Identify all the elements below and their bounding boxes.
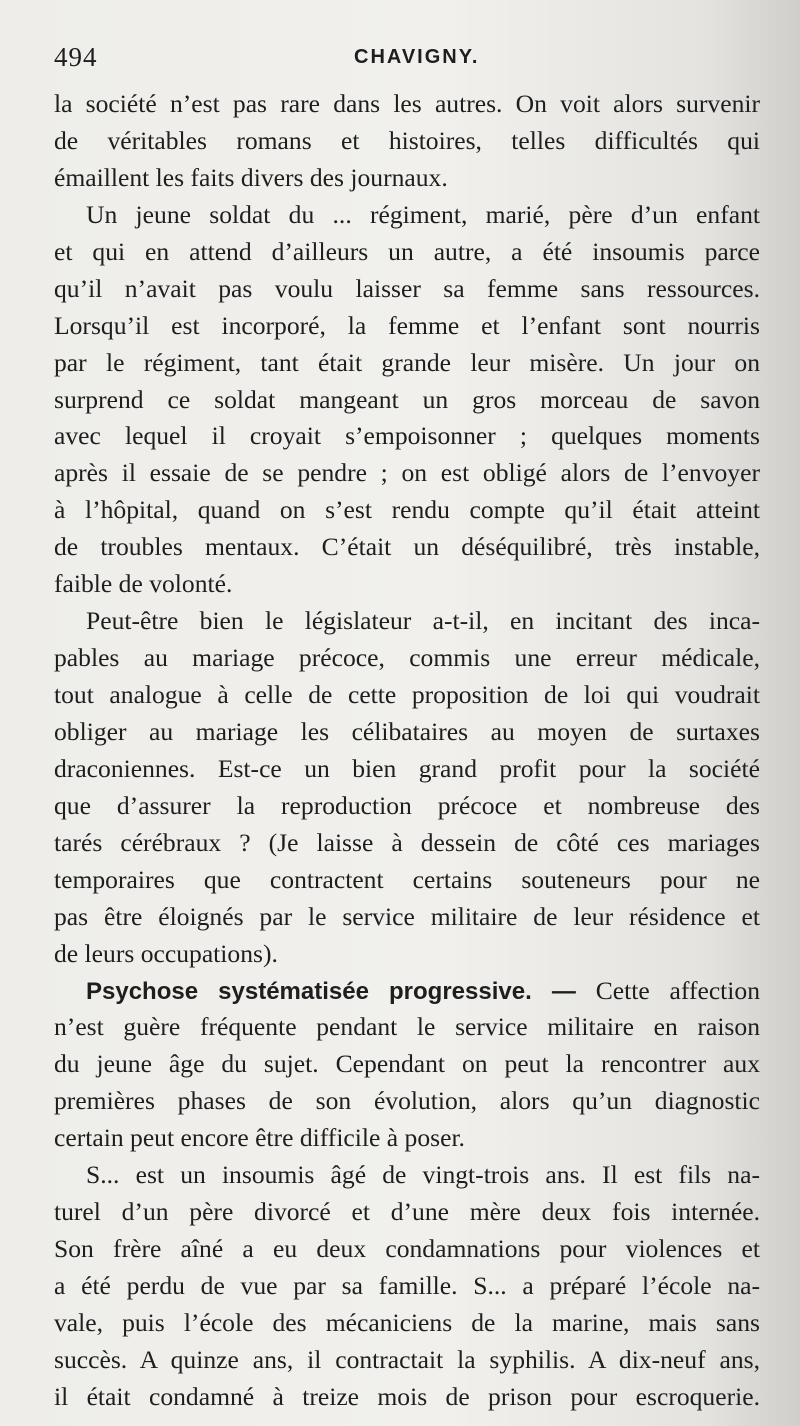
section-heading: Psychose systématisée progressive. —: [86, 977, 576, 1005]
page-header: [54, 42, 770, 78]
text-line: tarés cérébraux ? (Je laisse à dessein de côté ces mariages: [54, 827, 760, 857]
text-line: du jeune âge du sujet. Cependant on peut la rencontrer aux: [54, 1049, 760, 1079]
text-line: [54, 973, 760, 1010]
text-line: premières phases de son évolution, alors qu’un diagnostic: [54, 1086, 760, 1116]
text-line: pas être éloignés par le service militaire de leur résidence et: [54, 901, 760, 931]
text-line: à l’hôpital, quand on s’est rendu compte qu’il était atteint: [54, 495, 760, 525]
text-line: succès. A quinze ans, il contractait la syphilis. A dix-neuf ans,: [54, 1344, 760, 1374]
text-line: de leurs occupations).: [54, 938, 278, 968]
text-line: de véritables romans et histoires, telles difficultés qui: [54, 125, 760, 155]
text-line: Peut-être bien le législateur a-t-il, en incitant des inca-: [86, 606, 760, 636]
text-line: avec lequel il croyait s’empoisonner ; quelques moments: [54, 421, 760, 451]
text-line: par le régiment, tant était grande leur misère. Un jour on: [54, 347, 760, 377]
text-line: a été perdu de vue par sa famille. S... a préparé l’école na-: [54, 1271, 760, 1300]
text-line: faible de volonté.: [54, 569, 233, 599]
running-head: CHAVIGNY.: [354, 46, 480, 68]
text-line: et qui en attend d’ailleurs un autre, a été insoumis parce: [54, 236, 760, 266]
text-line: surprend ce soldat mangeant un gros morceau de savon: [54, 384, 760, 414]
text-line: vale, puis l’école des mécaniciens de la marine, mais sans: [54, 1307, 760, 1337]
text-line: Un jeune soldat du ... régiment, marié, père d’un enfant: [86, 199, 760, 229]
text-line: que d’assurer la reproduction précoce et nombreuse des: [54, 790, 760, 820]
body-text: [54, 86, 760, 1416]
text-line: Lorsqu’il est incorporé, la femme et l’enfant sont nourris: [54, 310, 760, 340]
text-line: S... est un insoumis âgé de vingt-trois ans. Il est fils na-: [86, 1160, 760, 1190]
text-line: certain peut encore être difficile à poser.: [54, 1123, 465, 1153]
section-heading-continuation: Cette affection: [595, 975, 761, 1005]
text-line: qu’il n’avait pas voulu laisser sa femme sans ressources.: [54, 273, 760, 303]
text-line: émaillent les faits divers des journaux.: [54, 162, 448, 192]
text-line: Son frère aîné a eu deux condamnations pour violences et: [54, 1234, 760, 1264]
text-line: temporaires que contractent certains souteneurs pour ne: [54, 864, 760, 894]
text-line: pables au mariage précoce, commis une erreur médicale,: [54, 643, 760, 673]
page-number: 494: [54, 42, 98, 72]
text-line: de troubles mentaux. C’était un déséquilibré, très instable,: [54, 532, 760, 562]
text-line: draconiennes. Est-ce un bien grand profit pour la société: [54, 753, 760, 783]
text-line: après il essaie de se pendre ; on est obligé alors de l’envoyer: [54, 458, 760, 488]
text-line: obliger au mariage les célibataires au moyen de surtaxes: [54, 716, 760, 746]
text-line: tout analogue à celle de cette proposition de loi qui voudrait: [54, 680, 760, 709]
text-line: il était condamné à treize mois de prison pour escroquerie.: [54, 1381, 760, 1411]
text-line: n’est guère fréquente pendant le service militaire en raison: [54, 1012, 760, 1042]
text-line: la société n’est pas rare dans les autres. On voit alors survenir: [54, 89, 760, 118]
text-line: turel d’un père divorcé et d’une mère deux fois internée.: [54, 1197, 760, 1227]
